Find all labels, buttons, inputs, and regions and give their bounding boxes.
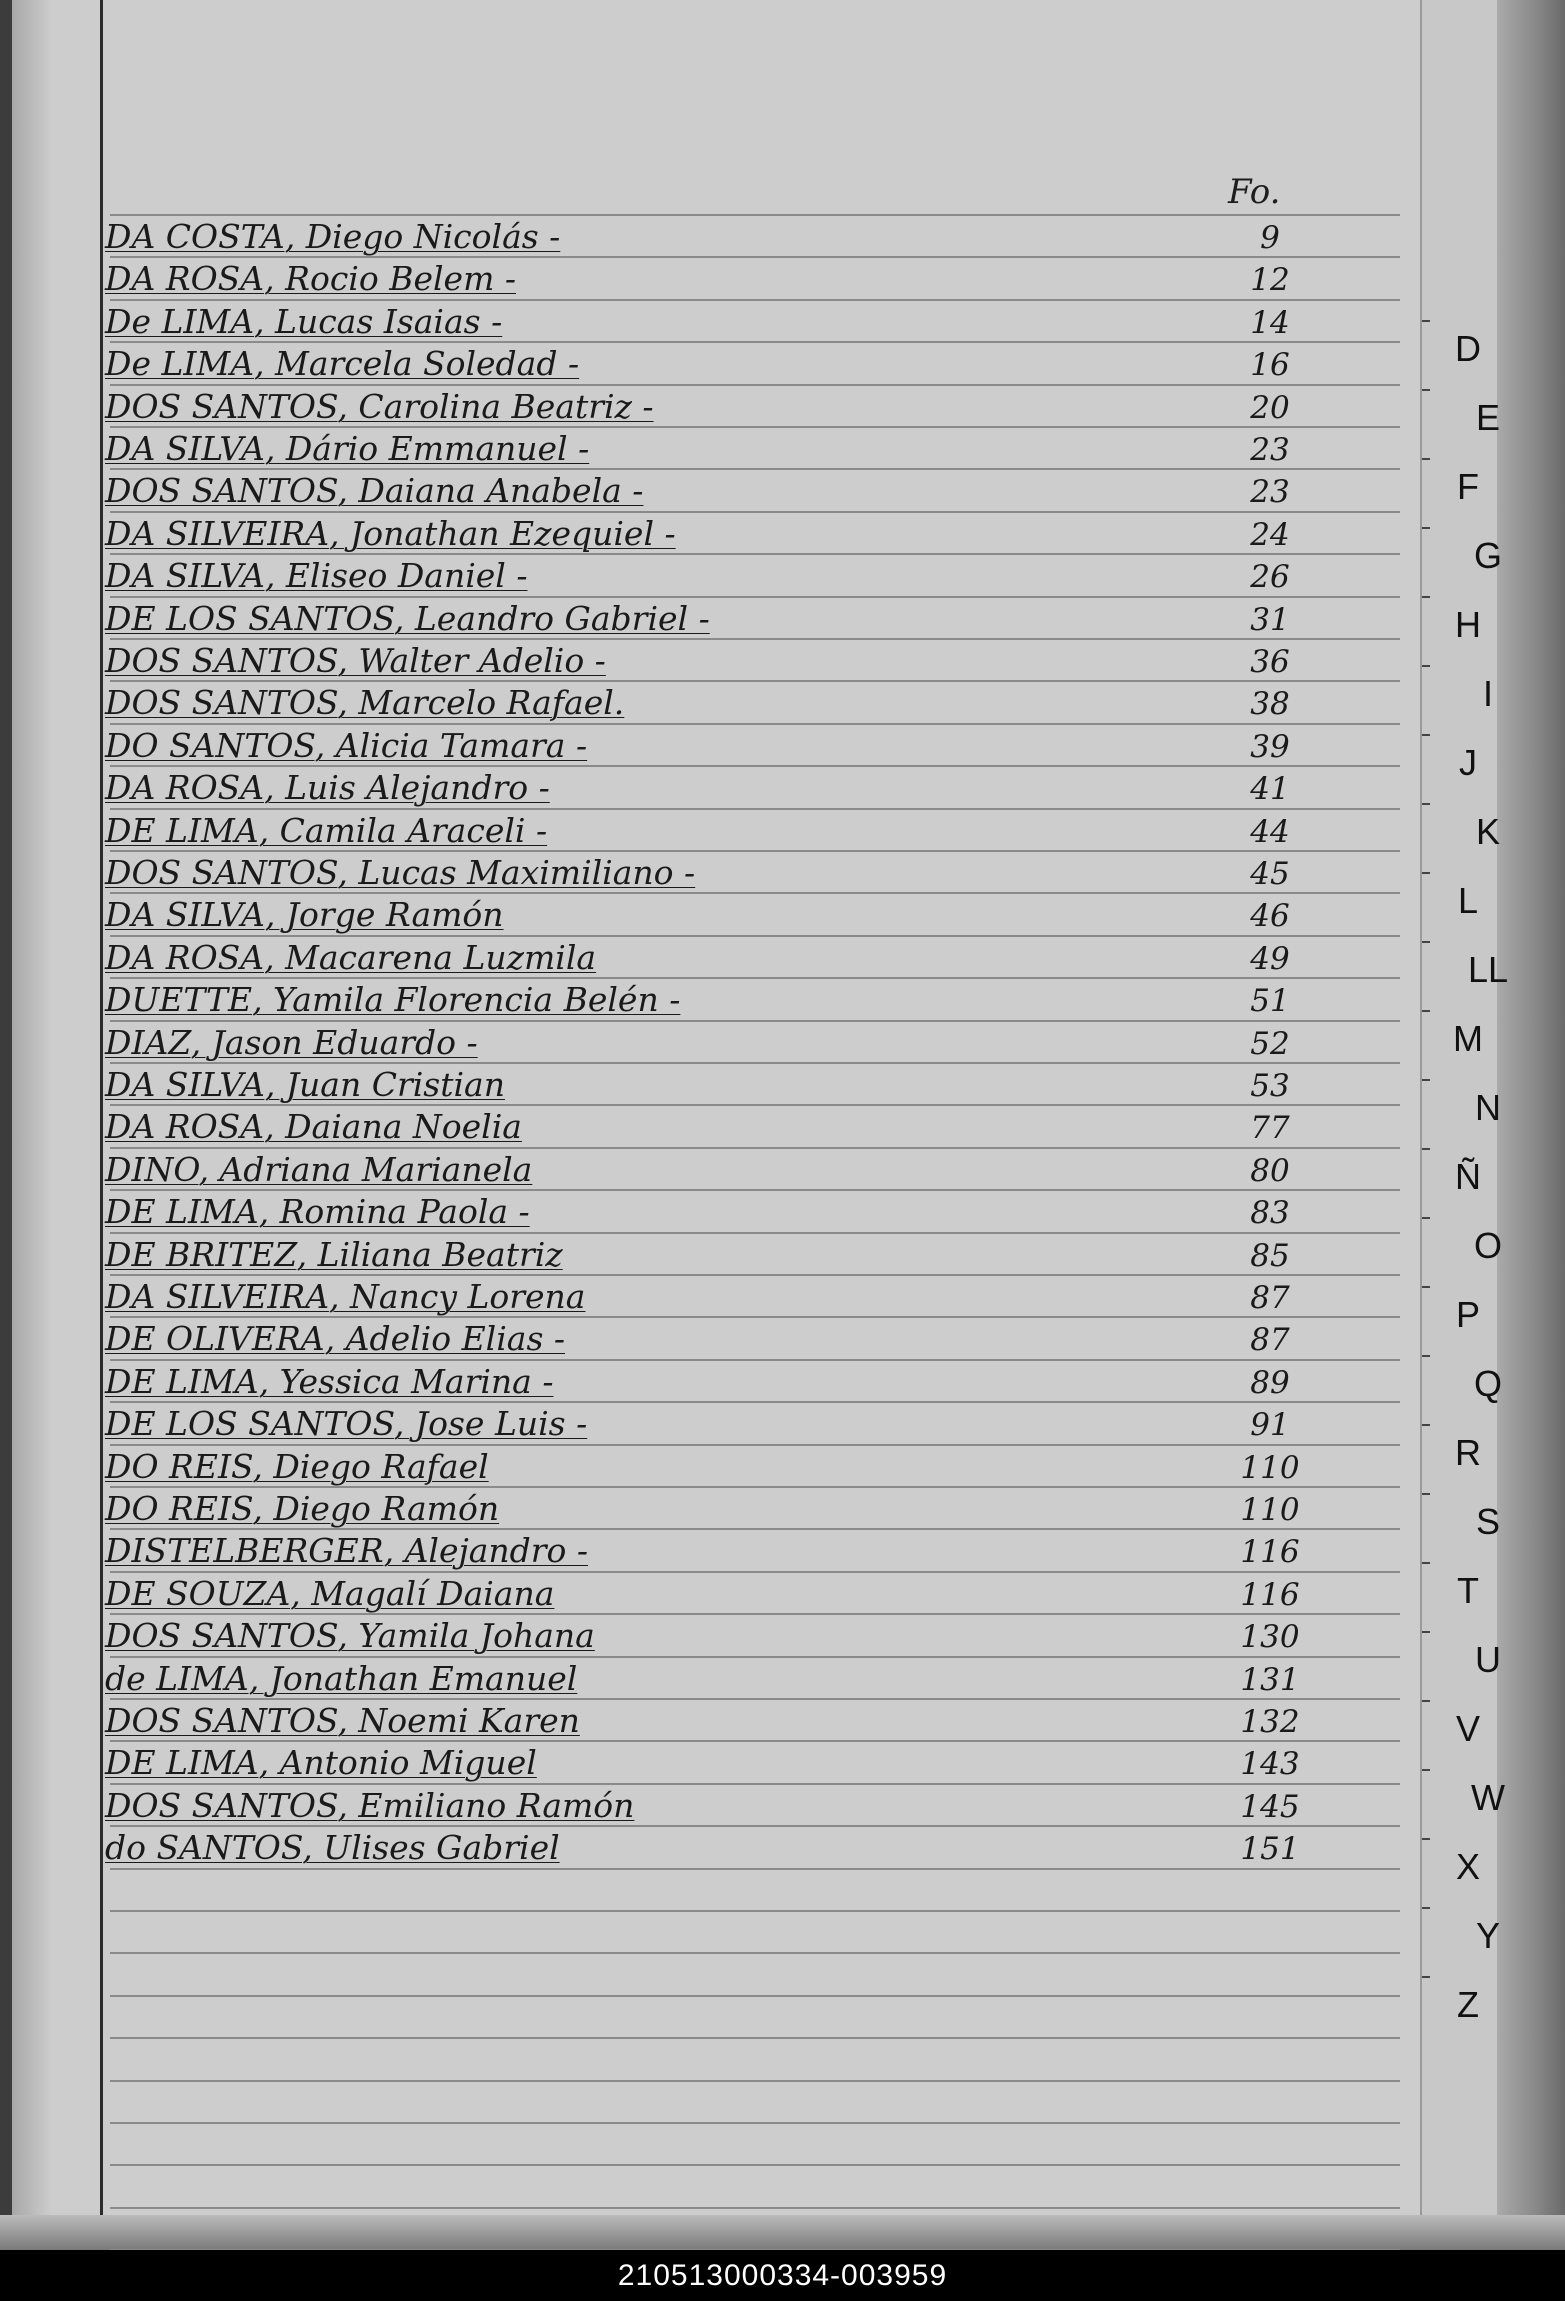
index-tab-n[interactable]: N [1475,1087,1501,1128]
index-tab-divider [1422,1976,1430,1978]
ruled-line [110,2122,1400,2124]
index-tab-m[interactable]: M [1453,1018,1483,1059]
index-entry [105,682,1405,724]
entry-name: DA SILVA, Juan Cristian [105,1065,505,1104]
entry-name: DA SILVA, Jorge Ramón [105,895,504,934]
entry-name: DOS SANTOS, Walter Adelio - [105,641,606,680]
index-tab-z[interactable]: Z [1457,1984,1479,2025]
index-entry [105,470,1405,512]
entry-name: DO REIS, Diego Ramón [105,1489,500,1528]
entry-name: de LIMA, Jonathan Emanuel [105,1659,578,1698]
entry-name: DINO, Adriana Marianela [105,1150,533,1189]
index-entry [105,810,1405,852]
index-tab-k[interactable]: K [1475,811,1500,852]
index-tab-v[interactable]: V [1455,1708,1480,1749]
index-entry [105,852,1405,894]
index-tab-l[interactable]: L [1457,880,1479,921]
entry-name: DOS SANTOS, Noemi Karen [105,1701,580,1740]
index-tab-divider [1422,1424,1430,1426]
entry-folio: 45 [1250,856,1290,892]
page-bottom-shade [0,2215,1565,2250]
entry-folio: 83 [1250,1195,1290,1231]
entry-folio: 80 [1250,1153,1290,1189]
index-tab-p[interactable]: P [1455,1294,1480,1335]
entry-name: DA ROSA, Macarena Luzmila [105,938,597,977]
entry-folio: 31 [1250,602,1290,638]
entry-folio: 9 [1260,220,1280,256]
binding-shadow [12,0,52,2250]
index-tab-o[interactable]: O [1473,1225,1502,1266]
entry-name: DO SANTOS, Alicia Tamara - [105,726,588,765]
ruled-line [110,2164,1400,2166]
entry-folio: 24 [1250,517,1290,553]
entry-folio: 143 [1240,1746,1300,1782]
index-tab-divider [1422,1286,1430,1288]
index-tab-divider [1422,1700,1430,1702]
index-entry [105,1106,1405,1148]
ruled-line [110,1910,1400,1912]
entry-name: DE BRITEZ, Liliana Beatriz [105,1235,563,1274]
index-entry [105,1234,1405,1276]
index-entry [105,725,1405,767]
index-entry [105,640,1405,682]
ruled-line [110,2080,1400,2082]
index-entry [105,979,1405,1021]
index-entry [105,1022,1405,1064]
entry-folio: 12 [1250,262,1290,298]
entry-name: do SANTOS, Ulises Gabriel [105,1828,560,1867]
entry-folio: 23 [1250,432,1290,468]
index-tab-divider [1422,389,1430,391]
index-tab-t[interactable]: T [1457,1570,1479,1611]
index-entry [105,386,1405,428]
index-tab-divider [1422,1010,1430,1012]
entry-folio: 49 [1250,941,1290,977]
entry-folio: 110 [1240,1492,1300,1528]
index-tab-r[interactable]: R [1455,1432,1481,1473]
index-entry [105,1361,1405,1403]
entry-name: De LIMA, Marcela Soledad - [105,344,580,383]
index-tab-divider [1422,1769,1430,1771]
entry-folio: 44 [1250,814,1290,850]
entry-name: DOS SANTOS, Yamila Johana [105,1616,595,1655]
index-tab-y[interactable]: Y [1475,1915,1500,1956]
entry-folio: 116 [1240,1534,1300,1570]
entry-name: DE LIMA, Camila Araceli - [105,811,548,850]
entry-folio: 36 [1250,644,1290,680]
index-entry [105,428,1405,470]
index-tab-ll[interactable]: LL [1467,949,1509,990]
index-entry [105,1403,1405,1445]
index-entry [105,1700,1405,1742]
entry-folio: 89 [1250,1365,1290,1401]
index-tab-divider [1422,458,1430,460]
index-tab-f[interactable]: F [1457,466,1479,507]
entry-folio: 41 [1250,771,1290,807]
ruled-line [110,2037,1400,2039]
index-entry [105,216,1405,258]
index-entry [105,1064,1405,1106]
entry-name: DE LIMA, Romina Paola - [105,1192,530,1231]
entry-name: DE LOS SANTOS, Jose Luis - [105,1404,588,1443]
entry-name: DIAZ, Jason Eduardo - [105,1023,478,1062]
entry-name: DOS SANTOS, Lucas Maximiliano - [105,853,696,892]
index-tab-divider [1422,1838,1430,1840]
index-tab-ñ[interactable]: Ñ [1455,1156,1481,1197]
entry-folio: 85 [1250,1238,1290,1274]
entry-name: DA COSTA, Diego Nicolás - [105,217,561,256]
index-tab-divider [1422,941,1430,943]
entry-name: DA SILVA, Dário Emmanuel - [105,429,590,468]
entry-name: DE LIMA, Yessica Marina - [105,1362,554,1401]
index-tab-divider [1422,665,1430,667]
index-entry [105,1149,1405,1191]
image-id-footer: 210513000334-003959 [0,2250,1565,2301]
ruled-line [110,1952,1400,1954]
entry-name: DA ROSA, Rocio Belem - [105,259,517,298]
index-tab-divider [1422,320,1430,322]
entry-folio: 145 [1240,1789,1300,1825]
index-tab-divider [1422,803,1430,805]
book-left-edge [0,0,12,2250]
index-entry [105,555,1405,597]
entry-name: DOS SANTOS, Carolina Beatriz - [105,387,654,426]
entry-name: DUETTE, Yamila Florencia Belén - [105,980,681,1019]
index-entry [105,1742,1405,1784]
index-tab-e[interactable]: E [1475,397,1500,438]
entry-name: DE LOS SANTOS, Leandro Gabriel - [105,599,710,638]
index-entry [105,1530,1405,1572]
entry-folio: 132 [1240,1704,1300,1740]
index-tab-g[interactable]: G [1473,535,1502,576]
entry-folio: 39 [1250,729,1290,765]
index-tab-divider [1422,1217,1430,1219]
index-tab-divider [1422,1631,1430,1633]
index-entry [105,1318,1405,1360]
entry-folio: 110 [1240,1450,1300,1486]
index-entry [105,1573,1405,1615]
index-tab-w[interactable]: W [1471,1777,1505,1818]
index-entry [105,343,1405,385]
ruled-line [110,2207,1400,2209]
entry-folio: 131 [1240,1662,1300,1698]
entry-folio: 91 [1250,1407,1290,1443]
index-tab-divider [1422,734,1430,736]
index-entry [105,937,1405,979]
entry-name: DOS SANTOS, Marcelo Rafael. [105,683,625,722]
entry-name: DA SILVEIRA, Nancy Lorena [105,1277,586,1316]
entry-folio: 87 [1250,1280,1290,1316]
entry-name: DE SOUZA, Magalí Daiana [105,1574,555,1613]
entry-folio: 51 [1250,983,1290,1019]
entry-name: DA ROSA, Luis Alejandro - [105,768,550,807]
entry-folio: 130 [1240,1619,1300,1655]
index-entry [105,1276,1405,1318]
entry-folio: 16 [1250,347,1290,383]
index-entry [105,301,1405,343]
entry-name: DOS SANTOS, Daiana Anabela - [105,471,644,510]
entry-name: DISTELBERGER, Alejandro - [105,1531,589,1570]
index-entry [105,1658,1405,1700]
entry-folio: 38 [1250,686,1290,722]
margin-line [100,0,103,2215]
entry-folio: 23 [1250,474,1290,510]
entry-name: DOS SANTOS, Emiliano Ramón [105,1786,635,1825]
index-tab-q[interactable]: Q [1473,1363,1502,1404]
entry-name: DA ROSA, Daiana Noelia [105,1107,522,1146]
entry-name: DA SILVEIRA, Jonathan Ezequiel - [105,514,676,553]
entry-folio: 46 [1250,898,1290,934]
entry-folio: 26 [1250,559,1290,595]
index-tab-divider [1422,1148,1430,1150]
index-entry [105,513,1405,555]
entry-name: DE LIMA, Antonio Miguel [105,1743,537,1782]
entry-folio: 87 [1250,1322,1290,1358]
index-tab-d[interactable]: D [1455,328,1481,369]
index-tab-divider [1422,872,1430,874]
index-tab-divider [1422,1493,1430,1495]
index-entry [105,598,1405,640]
index-tab-u[interactable]: U [1475,1639,1501,1680]
entry-folio: 20 [1250,390,1290,426]
folio-column-header: Fo. [1228,172,1281,212]
index-tab-i[interactable]: I [1482,673,1493,714]
index-tab-divider [1422,1562,1430,1564]
entry-folio: 53 [1250,1068,1290,1104]
index-tab-j[interactable]: J [1459,742,1477,783]
entry-folio: 52 [1250,1026,1290,1062]
ruled-line [110,1995,1400,1997]
entry-folio: 14 [1250,305,1290,341]
index-tab-x[interactable]: X [1455,1846,1480,1887]
entry-folio: 77 [1250,1110,1290,1146]
index-tab-divider [1422,1079,1430,1081]
entry-name: DO REIS, Diego Rafael [105,1447,489,1486]
entry-name: DA SILVA, Eliseo Daniel - [105,556,528,595]
index-entry [105,1615,1405,1657]
index-tab-divider [1422,1355,1430,1357]
index-entry [105,1446,1405,1488]
index-tab-divider [1422,1907,1430,1909]
index-tab-s[interactable]: S [1475,1501,1500,1542]
index-entry [105,1785,1405,1827]
index-entry [105,894,1405,936]
index-entry [105,1827,1405,1869]
index-entry [105,1191,1405,1233]
index-tab-divider [1422,527,1430,529]
index-entry [105,258,1405,300]
entry-folio: 151 [1240,1831,1300,1867]
entry-name: DE OLIVERA, Adelio Elias - [105,1319,566,1358]
index-tab-h[interactable]: H [1455,604,1481,645]
entry-name: De LIMA, Lucas Isaias - [105,302,503,341]
index-entry [105,1488,1405,1530]
entry-folio: 116 [1240,1577,1300,1613]
index-tab-divider [1422,596,1430,598]
index-entry [105,767,1405,809]
